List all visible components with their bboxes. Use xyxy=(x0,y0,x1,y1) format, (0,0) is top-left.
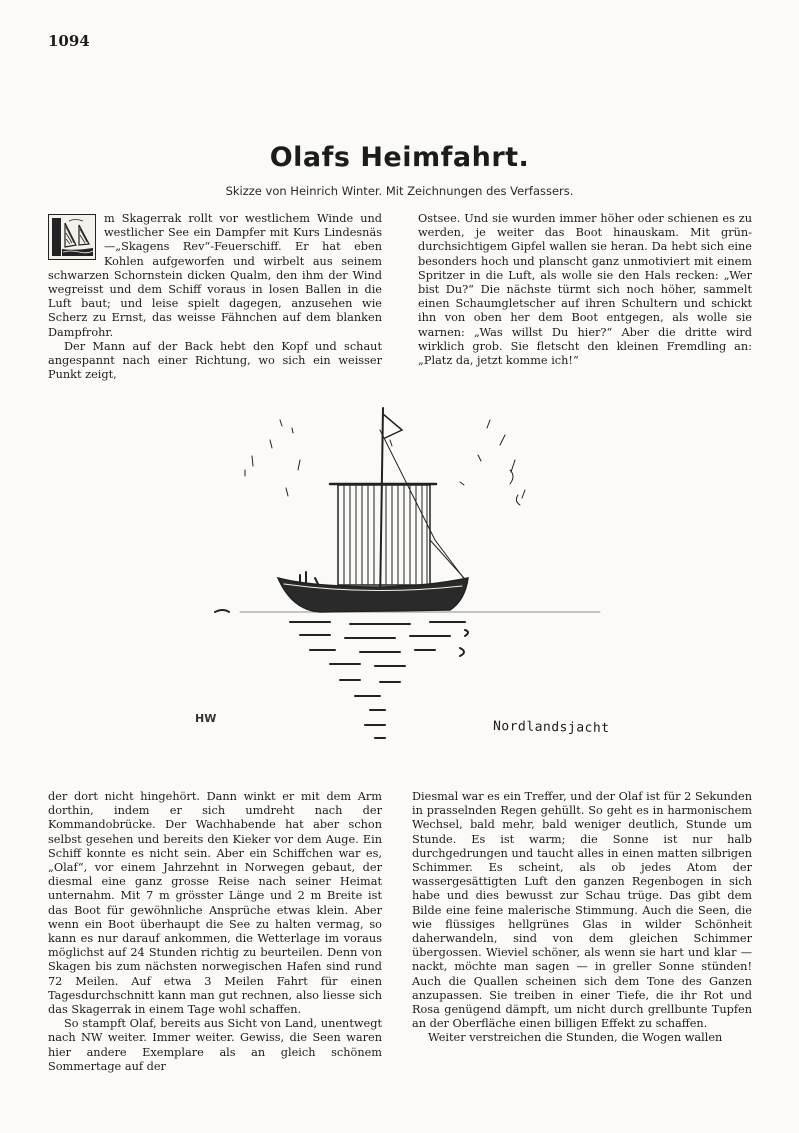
paragraph: Der Mann auf der Back hebt den Kopf und schaut angespannt nach einer Richtung, wo sich ein weisser Punkt zeigt, xyxy=(48,339,382,382)
artist-monogram: HW xyxy=(195,712,217,725)
decorated-initial xyxy=(48,214,96,260)
article-subtitle: Skizze von Heinrich Winter. Mit Zeichnungen des Verfassers. xyxy=(225,184,574,198)
article-title: Olafs Heimfahrt. xyxy=(269,142,530,173)
paragraph: Diesmal war es ein Treffer, und der Olaf ist für 2 Sekunden in prasselnden Regen gehüllt. So geht es in harmonischem Wechsel, bald mehr, bald weniger deutlich, Stunde um Stunde. Es ist warm; die Sonne ist nur halb durchgedrungen und taucht alles in einen matten silbrigen Schimmer. Es scheint, als ob jedes Atom der wassergesättigten Luft den ganzen Regenbogen in sich habe und dies bewusst zur Schau trüge. Das gibt dem Bilde eine feine malerische Stimmung. Auch die Seen, die wie flüssiges hellgrünes Glas in wilder Schönheit daherwandeln, sind von dem gleichen Schimmer übergossen. Wieviel schöner, als wenn sie hart und klar — nackt, möchte man sagen — in greller Sonne stünden! Auch die Quallen scheinen sich dem Tone des Ganzen anzupassen. Sie treiben in einer Tiefe, die ihr Rot und Rosa genügend dämpft, um nicht durch grellbunte Tupfen an der Oberfläche einen billigen Effekt zu schaffen. xyxy=(412,790,752,1031)
paragraph: Ostsee. Und sie wurden immer höher oder schienen es zu werden, je weiter das Boot hinauskam. Mit grün-durchsichtigem Gipfel wallen sie heran. Da hebt sich eine besonders hoch und planscht ganz unmotiviert mit einem Spritzer in die Luft, als wolle sie den Hals recken: „Wer bist Du?“ Die nächste türmt sich noch höher, sammelt einen Schaumgletscher auf ihren Schultern und schickt ihn von oben her dem Boot entgegen, als wolle sie warnen: „Was willst Du hier?“ Aber die dritte wird wirklich grob. Sie fletscht den kleinen Fremdling an: „Platz da, jetzt komme ich!“ xyxy=(418,212,752,368)
column-bottom-left xyxy=(48,790,382,1073)
page-number: 1094 xyxy=(48,32,90,50)
paragraph: So stampft Olaf, bereits aus Sicht von Land, unentwegt nach NW weiter. Immer weiter. Gewiss, die Seen waren hier andere Exemplare als an gleich schönem Sommertage auf der xyxy=(48,1017,382,1073)
paragraph: Weiter verstreichen die Stunden, die Wogen wallen xyxy=(428,1031,723,1045)
paragraph: m Skagerrak rollt vor westlichem Winde und westlicher See ein Dampfer mit Kurs Lindesnäs—„Skagens Rev“-Feuerschiff. Er hat eben Kohlen aufgeworfen und wirbelt aus seinem schwarzen Schornstein dicken Qualm, den ihm der Wind wegreisst und dem Schiff voraus in losen Ballen in die Luft baut; und leise spielt dagegen, anzusehen wie Scherz zu Ernst, das weisse Fähnchen auf dem blanken Dampfrohr. xyxy=(48,212,382,339)
sailboat-illustration xyxy=(180,400,630,760)
column-bottom-right xyxy=(412,790,752,1058)
paragraph: der dort nicht hingehört. Dann winkt er mit dem Arm dorthin, indem er sich umdreht nach der Kommandobrücke. Der Wachhabende hat aber schon selbst gesehen und bereits den Kieker vor dem Auge. Ein Schiff konnte es nicht sein. Aber ein Schiffchen war es, „Olaf“, vor einem Jahrzehnt in Norwegen gebaut, der diesmal eine ganz grosse Reise nach seiner Heimat unternahm. Mit 7 m grösster Länge und 2 m Breite ist das Boot für gewöhnliche Ansprüche etwas klein. Aber wenn ein Boot überhaupt die See zu halten vermag, so kann es nur darauf ankommen, die Wetterlage im voraus möglichst auf 24 Stunden richtig zu beurteilen. Denn von Skagen bis zum nächsten norwegischen Hafen sind rund 72 Meilen. Auf etwa 3 Meilen Fahrt für einen Tagesdurchschnitt kann man gut rechnen, also liesse sich das Skagerrak in einem Tage wohl schaffen. xyxy=(48,790,382,1017)
column-top-left xyxy=(48,212,382,382)
column-top-right xyxy=(418,212,752,368)
illustration-caption: Nordlandsjacht xyxy=(492,718,610,737)
sailboat-initial-icon xyxy=(49,215,95,259)
